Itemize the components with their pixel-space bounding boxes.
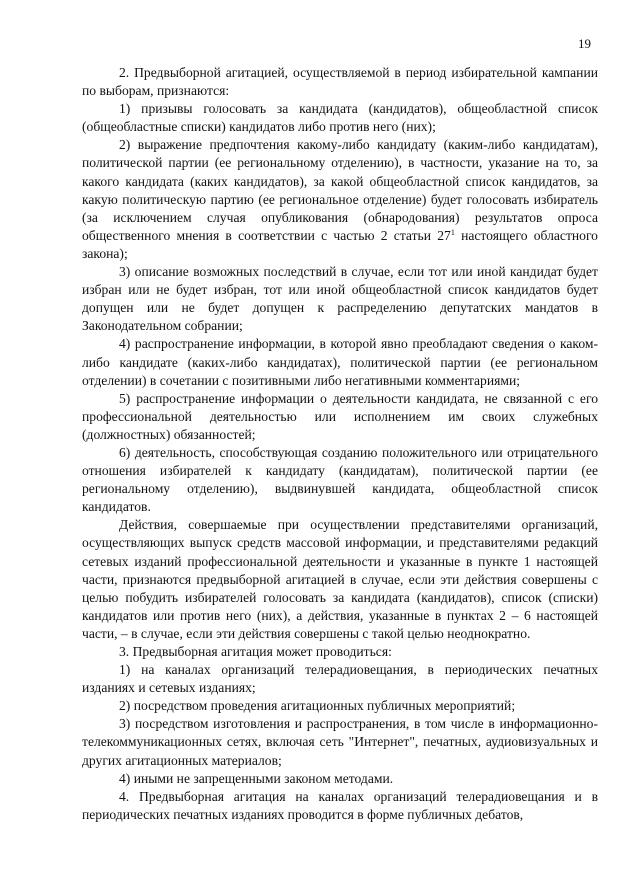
page-number: 19: [578, 36, 591, 51]
paragraph-media-actions: Действия, совершаемые при осуществлении представителями организаций, осуществляющих выпуск средств массовой информации, и представителями редакций сетевых изданий профессиональной деятельности и указанные в пункте 1 настоящей части, признаются предвыборной агитацией в случае, если эти действия совершены с целью побудить избирателей голосовать за кандидата (кандидатов), список (списки) кандидатов или против него (них), а действия, указанные в пунктах 2 – 6 настоящей части, – в случае, если эти действия совершены с такой целью неоднократно.: [82, 517, 598, 641]
paragraph-article-3-intro: 3. Предвыборная агитация может проводиться:: [119, 644, 392, 659]
paragraph-method-3-materials: 3) посредством изготовления и распространения, в том числе в информационно-телекоммуникационных сетях, включая сеть "Интернет", печатных, аудиовизуальных и других агитационных материалов;: [82, 716, 598, 768]
article-superscript: 1: [450, 227, 455, 237]
document-body: [82, 64, 598, 824]
paragraph-item-2-text-end: настоящего областного закона);: [82, 227, 598, 261]
paragraph-method-4-other: 4) иными не запрещенными законом методами.: [119, 770, 394, 786]
paragraph-article-2-intro: 2. Предвыборной агитацией, осуществляемой в период избирательной кампании по выборам, признаются:: [82, 65, 598, 99]
paragraph-method-1-broadcast: 1) на каналах организаций телерадиовещания, в периодических печатных изданиях и сетевых изданиях;: [82, 662, 598, 696]
paragraph-item-2-preference: [82, 136, 598, 263]
paragraph-item-4-information: 4) распространение информации, в которой явно преобладают сведения о каком-либо кандидате (каких-либо кандидатах), политической партии (ее региональном отделении) в сочетании с позитивными либо негативными комментариями;: [82, 336, 598, 388]
paragraph-item-6-attitude: 6) деятельность, способствующая созданию положительного или отрицательного отношения избирателей к кандидату (кандидатам), политической партии (ее региональному отделению), выдвинувшей кандидата, общеобластной список кандидатов.: [82, 444, 598, 515]
paragraph-article-4-debates: 4. Предвыборная агитация на каналах организаций телерадиовещания и в периодических печатных изданиях проводится в форме публичных дебатов,: [82, 788, 598, 822]
paragraph-item-5-activity-info: 5) распространение информации о деятельности кандидата, не связанной с его профессиональной деятельностью или исполнением им своих служебных (должностных) обязанностей;: [82, 390, 598, 442]
paragraph-method-2-public-events: 2) посредством проведения агитационных публичных мероприятий;: [119, 698, 516, 714]
paragraph-item-2-text: 2) выражение предпочтения какому-либо кандидату (каким-либо кандидатам), политической партии (ее региональному отделению), в частности, указание на то, за какого кандидата (каких кандидатов), за какой общеобластной список кандидатов, за какую политическую партию (ее региональное отделение) будет голосовать избиратель (за исключением случая опубликования (обнародования) результатов опроса общественного мнения в соответствии с частью 2 статьи 27: [82, 137, 598, 243]
paragraph-item-1-calls-to-vote: 1) призывы голосовать за кандидата (кандидатов), общеобластной список (общеобластные списки) кандидатов либо против него (них);: [82, 101, 598, 135]
paragraph-item-3-consequences: 3) описание возможных последствий в случае, если тот или иной кандидат будет избран или не будет избран, тот или иной общеобластной список кандидатов будет допущен или не будет допущен к распределению депутатских мандатов в Законодательном собрании;: [82, 264, 598, 334]
